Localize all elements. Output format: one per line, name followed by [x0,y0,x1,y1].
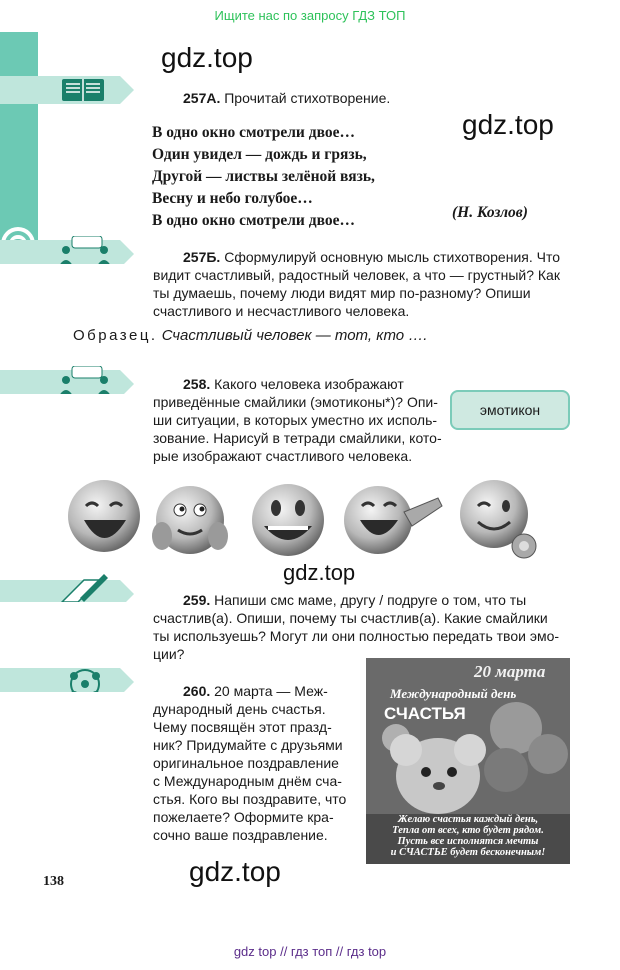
task-number: 258. [183,376,211,392]
poem-line: В одно окно смотрели двое… [152,212,355,229]
task-line: пожелаете? Оформите кра- [153,809,334,825]
top-banner: Ищите нас по запросу ГДЗ ТОП [214,8,406,23]
card-word: СЧАСТЬЯ [384,704,466,723]
task-line: оригинальное поздравление [153,755,339,771]
task-text: Прочитай стихотворение. [220,90,391,106]
task-line: счастлив(а). Опиши, почему ты счастлив(а). Какие смайлики [153,610,548,626]
task-line: рые изображают счастливого человека. [153,448,413,464]
task-line: приведённые смайлики (эмотиконы*)? Опи- [153,394,438,410]
poem-line: Весну и небо голубое… [152,190,313,207]
task-line: дународный день счастья. [153,701,326,717]
task-line: ты думаешь, почему люди видят мир по-разному? Опиши [153,285,531,301]
task-number: 257Б. [183,249,221,265]
task-257b [153,248,569,320]
grinning-smiley-icon [252,484,324,556]
card-wish-line: и СЧАСТЬЕ будет бесконечным! [390,847,546,858]
poem-line: В одно окно смотрели двое… [152,124,355,141]
poem-author: (Н. Козлов) [452,204,528,221]
writing-pencil-icon [0,574,136,602]
discussion-pair-icon [0,366,136,394]
sample-label: Образец. [73,327,158,344]
smileys-row [66,476,546,566]
task-line: ты используешь? Могут ли они полностью передать твои эмо- [153,628,560,644]
task-line: Напиши смс маме, другу / подруге о том, что ты [210,592,527,608]
card-date: 20 марта [474,662,546,681]
task-number: 257А. [183,90,221,106]
card-wish-line: Пусть все исполнятся мечты [397,836,539,847]
task-258 [153,375,443,465]
task-line: ши ситуации, в которых уместно их исполь- [153,412,438,428]
card-wish-line: Тепла от всех, кто будет рядом. [392,825,544,836]
discussion-pair-icon [0,236,136,264]
sample-answer [73,327,427,344]
card-title: Международный день [390,686,517,701]
task-line: сочно ваше поздравление. [153,827,328,843]
bottom-banner: gdz top // гдз топ // гдз top [233,944,387,959]
poem [152,122,375,232]
task-line: видит счастливый, радостный человек, а что — грустный? Как [153,267,560,283]
watermark: gdz.top [283,560,356,585]
watermark: gdz.top [462,109,554,140]
task-line: стья. Кого вы поздравите, что [153,791,347,807]
task-line: Сформулируй основную мысль стихотворения. Что [220,249,560,265]
task-line: ции? [153,646,185,662]
happiness-day-card [366,658,570,864]
winking-ok-smiley-icon [460,480,536,558]
task-line: с Международным днём сча- [153,773,342,789]
card-wish-line: Желаю счастья каждый день, [397,814,539,825]
task-line: Какого человека изображают [210,376,404,392]
task-number: 259. [183,592,211,608]
card-wish [372,814,564,858]
task-257a-heading [183,89,390,107]
poem-line: Другой — листвы зелёной вязь, [152,168,375,185]
laughing-smiley-icon [68,480,140,552]
reading-book-icon [0,76,136,104]
poem-line: Один увидел — дождь и грязь, [152,146,367,163]
watermark: gdz.top [161,42,253,73]
task-260 [153,682,353,844]
page-number: 138 [43,874,64,889]
task-line: счастливого и несчастливого человека. [153,303,410,319]
group-work-icon [0,664,136,692]
sample-text: Счастливый человек — тот, кто …. [161,327,428,344]
watermark: gdz.top [189,856,281,887]
glossary-badge [450,390,570,430]
pointing-laughing-smiley-icon [344,486,442,554]
shy-smiley-icon [152,486,228,554]
task-line: 20 марта — Меж- [210,683,328,699]
task-line: зование. Нарисуй в тетради смайлики, кото- [153,430,442,446]
task-line: Чему посвящён этот празд- [153,719,332,735]
task-line: ник? Придумайте с друзьями [153,737,343,753]
task-number: 260. [183,683,211,699]
task-259 [153,591,569,663]
glossary-word: эмотикон [479,402,541,418]
